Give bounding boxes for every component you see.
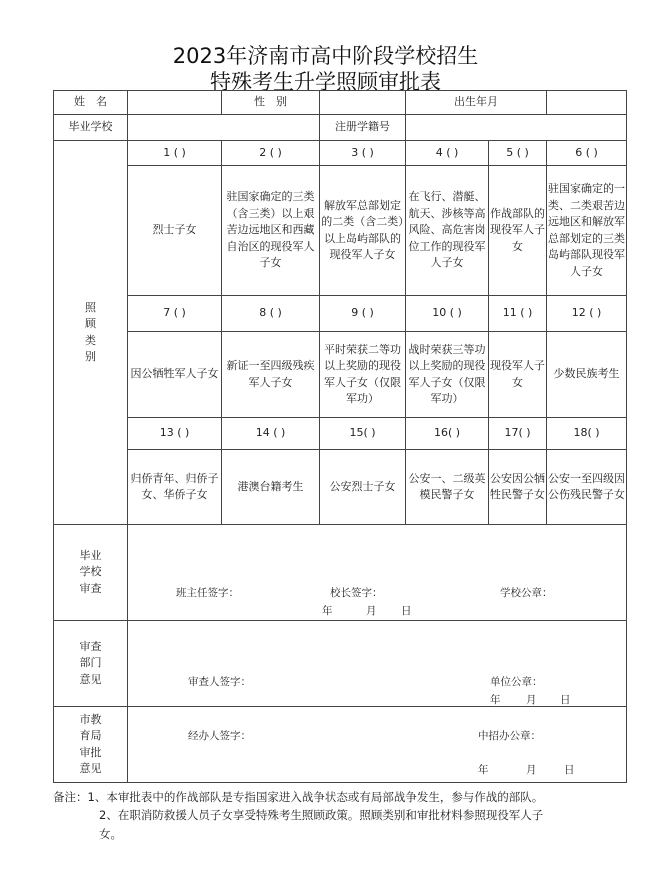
category-char: 顾 bbox=[85, 317, 96, 330]
category-checkbox-5[interactable]: 5 ( ) bbox=[489, 141, 547, 166]
approval-form-table bbox=[53, 90, 627, 783]
edu-approval-char: 育局 bbox=[79, 729, 102, 742]
category-desc-4: 在飞行、潜艇、航天、涉核等高风险、高危害岗位工作的现役军人子女 bbox=[406, 166, 489, 296]
category-char: 别 bbox=[85, 350, 96, 363]
dept-review-year: 年 bbox=[490, 694, 501, 706]
category-label bbox=[54, 141, 128, 525]
register-no-label: 注册学籍号 bbox=[320, 115, 406, 141]
edu-approval-area[interactable] bbox=[128, 707, 627, 783]
notes bbox=[53, 788, 613, 843]
category-desc-6: 驻国家确定的一类、二类艰苦边远地区和解放军总部划定的三类岛屿部队现役军人子女 bbox=[547, 166, 627, 296]
category-checkbox-14[interactable]: 14 ( ) bbox=[222, 418, 320, 450]
category-desc-16: 公安一、二级英模民警子女 bbox=[406, 450, 489, 525]
category-desc-14: 港澳台籍考生 bbox=[222, 450, 320, 525]
edu-approval-label bbox=[54, 707, 128, 783]
category-char: 照 bbox=[85, 300, 96, 314]
school-review-year: 年 bbox=[322, 605, 333, 617]
note-2-continued: 女。 bbox=[99, 826, 122, 841]
birth-label: 出生年月 bbox=[406, 91, 547, 115]
category-checkbox-18[interactable]: 18( ) bbox=[547, 418, 627, 450]
school-review-area[interactable] bbox=[128, 525, 627, 621]
reviewer-sign-label: 审查人签字： bbox=[188, 676, 251, 688]
school-review-char: 学校 bbox=[79, 565, 102, 579]
category-desc-7: 因公牺牲军人子女 bbox=[128, 332, 222, 418]
unit-seal-label: 单位公章： bbox=[490, 676, 543, 688]
name-label: 姓 名 bbox=[54, 91, 128, 115]
handler-sign-label: 经办人签字： bbox=[188, 730, 251, 742]
category-checkbox-15[interactable]: 15( ) bbox=[320, 418, 406, 450]
note-1: 备注：1、本审批表中的作战部队是专指国家进入战争状态或有局部战争发生，参与作战的部队。 bbox=[53, 790, 544, 804]
category-desc-1: 烈士子女 bbox=[128, 166, 222, 296]
category-desc-18: 公安一至四级因公伤残民警子女 bbox=[547, 450, 627, 525]
category-desc-2: 驻国家确定的三类（含三类）以上艰苦边远地区和西藏自治区的现役军人子女 bbox=[222, 166, 320, 296]
name-field[interactable] bbox=[128, 91, 222, 115]
form-title-line1: 2023年济南市高中阶段学校招生 bbox=[172, 44, 479, 68]
category-checkbox-9[interactable]: 9 ( ) bbox=[320, 296, 406, 332]
category-checkbox-10[interactable]: 10 ( ) bbox=[406, 296, 489, 332]
school-review-char: 审查 bbox=[79, 581, 102, 595]
category-desc-10: 战时荣获三等功以上奖励的现役军人子女（仅限军功） bbox=[406, 332, 489, 418]
dept-review-char: 审查 bbox=[79, 639, 102, 653]
note-2: 2、在职消防救援人员子女享受特殊考生照顾政策。照顾类别和审批材料参照现役军人子 bbox=[99, 808, 544, 823]
school-review-month: 月 bbox=[366, 605, 377, 617]
category-desc-9: 平时荣获二等功以上奖励的现役军人子女（仅限军功） bbox=[320, 332, 406, 418]
category-checkbox-12[interactable]: 12 ( ) bbox=[547, 296, 627, 332]
edu-approval-char: 市教 bbox=[79, 712, 102, 726]
category-desc-12: 少数民族考生 bbox=[547, 332, 627, 418]
edu-approval-month: 月 bbox=[526, 764, 537, 776]
category-desc-13: 归侨青年、归侨子女、华侨子女 bbox=[128, 450, 222, 525]
gender-field[interactable] bbox=[320, 91, 406, 115]
edu-approval-day: 日 bbox=[564, 764, 575, 776]
category-checkbox-17[interactable]: 17( ) bbox=[489, 418, 547, 450]
category-checkbox-8[interactable]: 8 ( ) bbox=[222, 296, 320, 332]
category-checkbox-7[interactable]: 7 ( ) bbox=[128, 296, 222, 332]
dept-review-char: 意见 bbox=[79, 672, 102, 686]
dept-review-area[interactable] bbox=[128, 621, 627, 707]
school-seal-label: 学校公章： bbox=[500, 587, 553, 599]
category-desc-11: 现役军人子女 bbox=[489, 332, 547, 418]
edu-approval-year: 年 bbox=[478, 764, 489, 776]
school-review-day: 日 bbox=[401, 605, 412, 617]
dept-review-label bbox=[54, 621, 128, 707]
category-desc-15: 公安烈士子女 bbox=[320, 450, 406, 525]
register-no-field[interactable] bbox=[406, 115, 627, 141]
category-desc-8: 新证一至四级残疾军人子女 bbox=[222, 332, 320, 418]
category-checkbox-2[interactable]: 2 ( ) bbox=[222, 141, 320, 166]
graduate-school-field[interactable] bbox=[128, 115, 320, 141]
graduate-school-label: 毕业学校 bbox=[54, 115, 128, 141]
edu-approval-char: 意见 bbox=[79, 762, 102, 775]
category-checkbox-6[interactable]: 6 ( ) bbox=[547, 141, 627, 166]
category-checkbox-11[interactable]: 11 ( ) bbox=[489, 296, 547, 332]
school-review-label bbox=[54, 525, 128, 621]
category-char: 类 bbox=[85, 333, 96, 347]
category-checkbox-4[interactable]: 4 ( ) bbox=[406, 141, 489, 166]
category-checkbox-13[interactable]: 13 ( ) bbox=[128, 418, 222, 450]
dept-review-char: 部门 bbox=[79, 656, 102, 670]
category-desc-3: 解放军总部划定的二类（含二类）以上岛屿部队的现役军人子女 bbox=[320, 166, 406, 296]
dept-review-day: 日 bbox=[560, 694, 571, 706]
category-desc-17: 公安因公牺牲民警子女 bbox=[489, 450, 547, 525]
office-seal-label: 中招办公章： bbox=[478, 730, 541, 742]
school-review-char: 毕业 bbox=[79, 548, 102, 562]
edu-approval-char: 审批 bbox=[79, 745, 102, 759]
category-checkbox-16[interactable]: 16( ) bbox=[406, 418, 489, 450]
category-checkbox-1[interactable]: 1 ( ) bbox=[128, 141, 222, 166]
category-desc-5: 作战部队的现役军人子女 bbox=[489, 166, 547, 296]
gender-label: 性 别 bbox=[222, 91, 320, 115]
form-title-line2: 特殊考生升学照顾审批表 bbox=[210, 70, 441, 94]
birth-field[interactable] bbox=[547, 91, 627, 115]
principal-sign-label: 校长签字： bbox=[330, 587, 383, 599]
dept-review-month: 月 bbox=[526, 694, 537, 706]
category-checkbox-3[interactable]: 3 ( ) bbox=[320, 141, 406, 166]
teacher-sign-label: 班主任签字： bbox=[176, 587, 239, 599]
